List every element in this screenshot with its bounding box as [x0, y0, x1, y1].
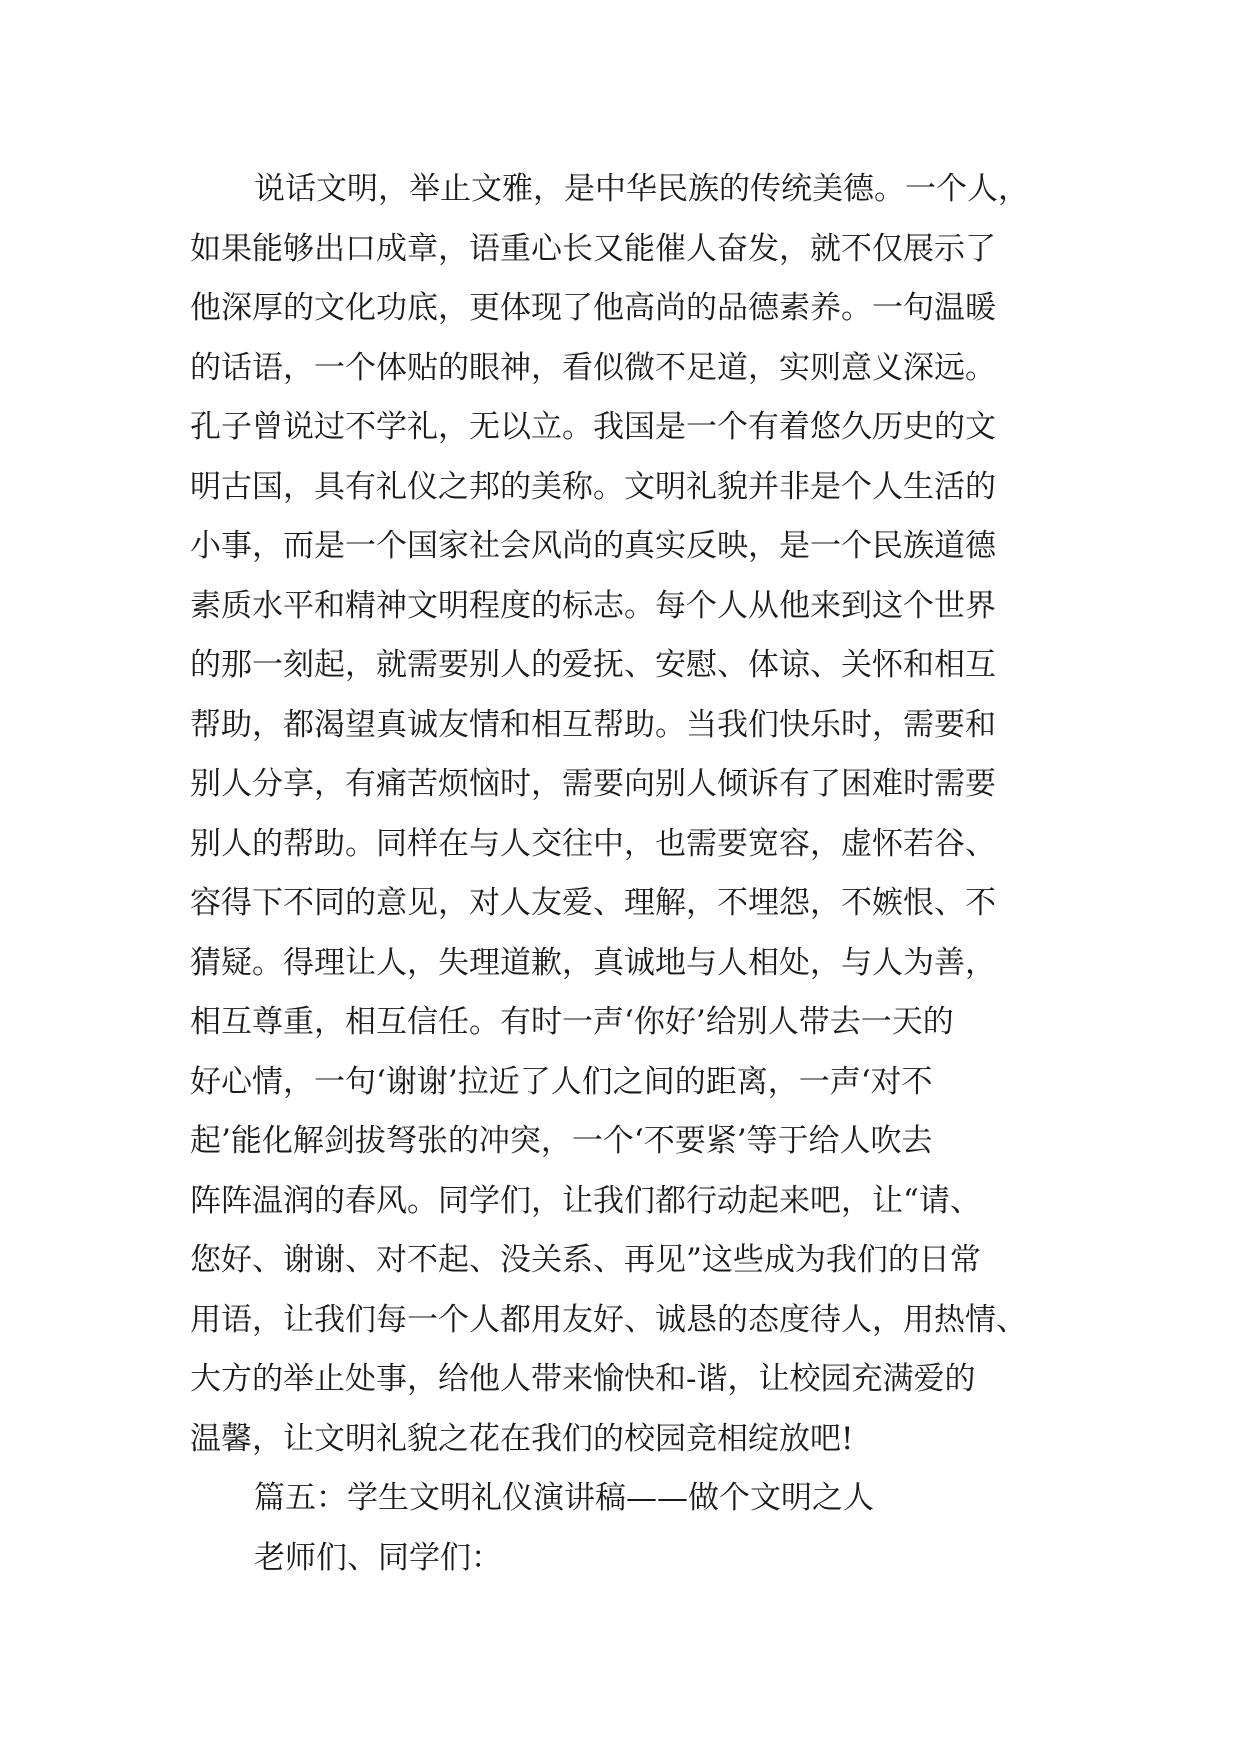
paragraph-line: 容得下不同的意见，对人友爱、理解，不埋怨，不嫉恨、不 — [190, 885, 996, 921]
document-body — [190, 160, 1050, 1588]
paragraph-line: 阵阵温润的春风。同学们，让我们都行动起来吧，让“请、 — [190, 1182, 981, 1219]
greeting-line: 老师们、同学们： — [254, 1539, 502, 1576]
body-paragraph — [190, 160, 1050, 1469]
paragraph-line: 素质水平和精神文明程度的标志。每个人从他来到这个世界 — [190, 587, 996, 624]
paragraph-line: 别人分享，有痛苦烦恼时，需要向别人倾诉有了困难时需要 — [190, 766, 996, 802]
paragraph-line: 明古国，具有礼仪之邦的美称。文明礼貌并非是个人生活的 — [190, 468, 996, 505]
paragraph-line: 起’能化解剑拔弩张的冲突，一个‘不要紧’等于给人吹去 — [190, 1123, 933, 1159]
paragraph-line: 他深厚的文化功底，更体现了他高尚的品德素养。一句温暖 — [190, 290, 996, 326]
paragraph-line: 温馨，让文明礼貌之花在我们的校园竞相绽放吧! — [190, 1420, 854, 1457]
paragraph-line: 用语，让我们每一个人都用友好、诚恳的态度待人，用热情、 — [190, 1301, 1027, 1338]
paragraph-line: 相互尊重，相互信任。有时一声‘你好’给别人带去一天的 — [190, 1004, 954, 1040]
paragraph-line: 猜疑。得理让人，失理道歉，真诚地与人相处，与人为善， — [190, 944, 996, 981]
paragraph-line: 帮助，都渴望真诚友情和相互帮助。当我们快乐时，需要和 — [190, 706, 996, 743]
paragraph-line: 好心情，一句‘谢谢’拉近了人们之间的距离，一声‘对不 — [190, 1063, 933, 1100]
paragraph-line: 孔子曾说过不学礼，无以立。我国是一个有着悠久历史的文 — [190, 409, 996, 445]
paragraph-line: 大方的举止处事，给他人带来愉快和-谐，让校园充满爱的 — [190, 1361, 976, 1397]
paragraph-line: 如果能够出口成章，语重心长又能催人奋发，就不仅展示了 — [190, 230, 996, 267]
paragraph-line: 别人的帮助。同样在与人交往中，也需要宽容，虚怀若谷、 — [190, 825, 996, 862]
paragraph-line: 的那一刻起，就需要别人的爱抚、安慰、体谅、关怀和相互 — [190, 647, 996, 683]
paragraph-line: 小事，而是一个国家社会风尚的真实反映，是一个民族道德 — [190, 528, 996, 564]
section-title: 篇五：学生文明礼仪演讲稿——做个文明之人 — [254, 1480, 874, 1516]
paragraph-line: 您好、谢谢、对不起、没关系、再见”这些成为我们的日常 — [190, 1242, 981, 1278]
paragraph-line: 说话文明，举止文雅，是中华民族的传统美德。一个人， — [254, 171, 1029, 207]
paragraph-line: 的话语，一个体贴的眼神，看似微不足道，实则意义深远。 — [190, 349, 996, 386]
